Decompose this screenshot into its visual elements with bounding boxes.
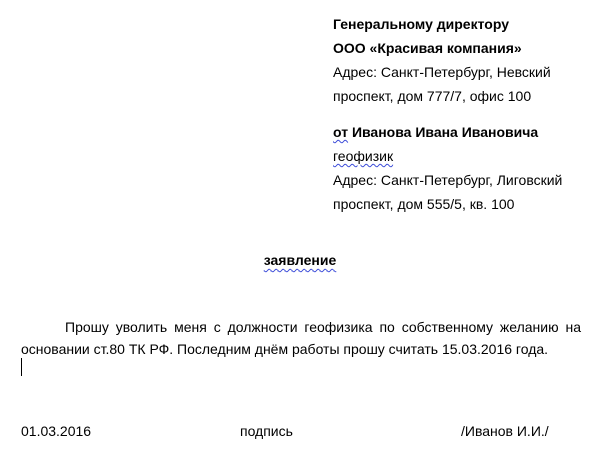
sender-position-line [333,144,562,168]
text-cursor [21,358,22,376]
sender-from-word: от [333,124,349,140]
footer-name: /Иванов И.И./ [461,423,549,439]
recipient-address-line1: Адрес: Санкт-Петербург, Невский [333,64,551,80]
document-title-text: заявление [263,252,337,268]
sender-name: Иванова Ивана Ивановича [348,124,539,140]
document-title [0,250,600,270]
recipient-address-line2: проспект, дом 777/7, офис 100 [333,88,532,104]
footer-date: 01.03.2016 [21,423,92,439]
sender-block [333,120,562,216]
document-body: Прошу уволить меня с должности геофизика по собственному желанию на основании ст.80 ТК РФ. Последним днём работы прошу считать 15.03.2016 года. [21,319,581,357]
footer-signature-label: подпись [240,423,293,439]
recipient-title: Генеральному директору [333,16,509,32]
sender-address-line1: Адрес: Санкт-Петербург, Лиговский [333,172,563,188]
recipient-company: ООО «Красивая компания» [333,40,522,56]
recipient-block [333,12,551,108]
sender-position: геофизик [333,148,394,164]
sender-address-line2: проспект, дом 555/5, кв. 100 [333,196,515,212]
sender-name-line [333,120,562,144]
